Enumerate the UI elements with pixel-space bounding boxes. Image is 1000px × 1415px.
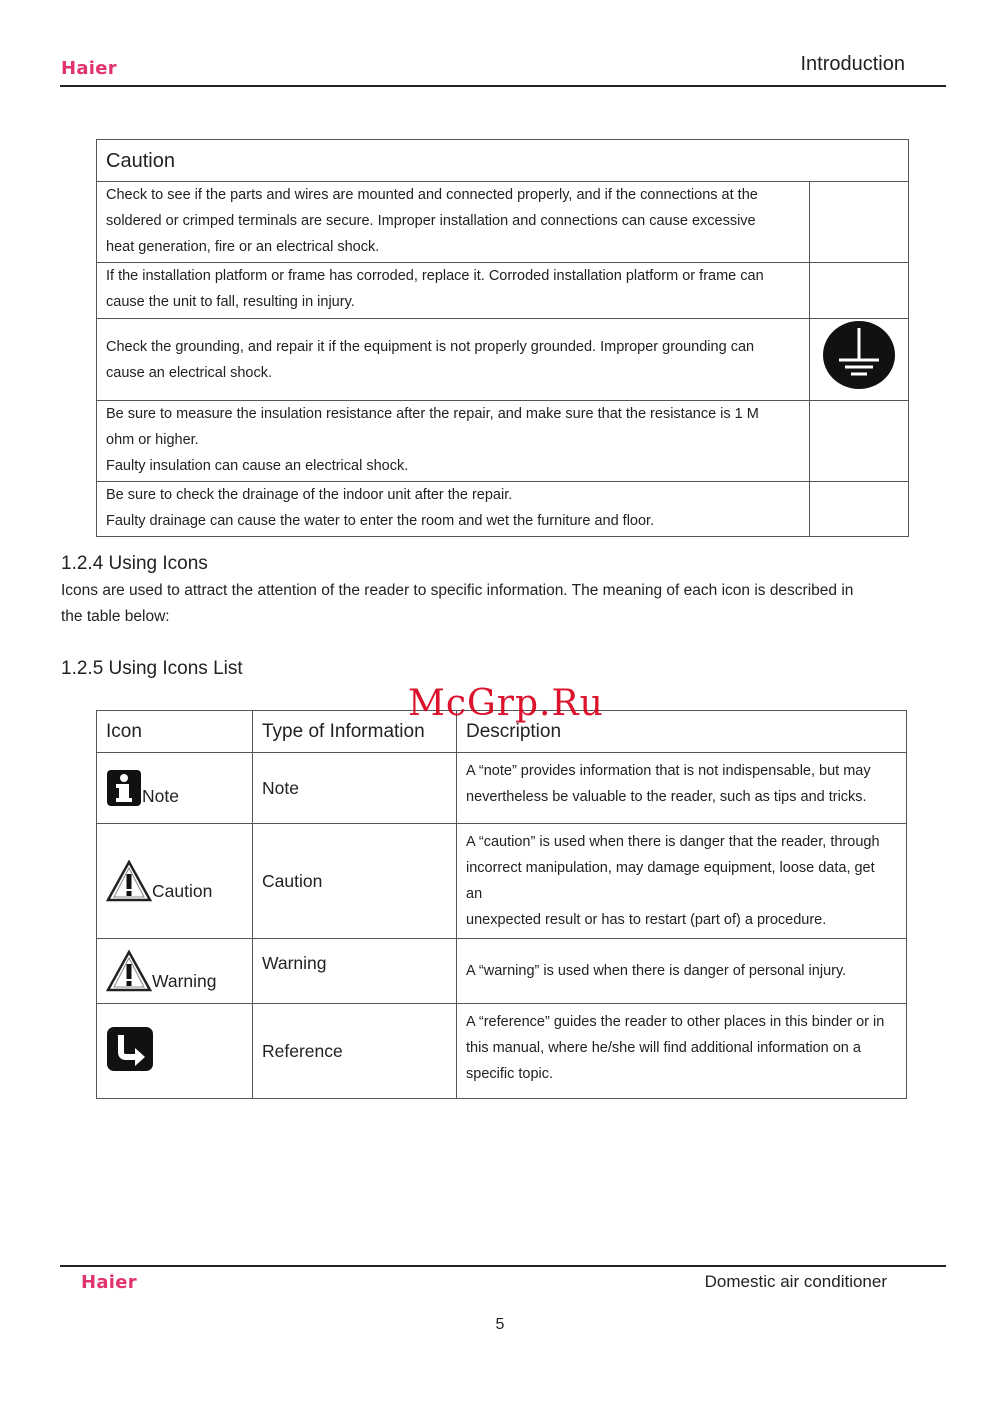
caution-icon-cell — [810, 401, 909, 482]
caution-text: Check the grounding, and repair it if the equipment is not properly grounded. Improper grounding can cause an electrical shock. — [97, 319, 810, 401]
column-header-type: Type of Information — [253, 711, 457, 753]
section-heading-icons-list: 1.2.5 Using Icons List — [61, 658, 243, 679]
table-row — [97, 182, 909, 263]
caution-text: Be sure to measure the insulation resistance after the repair, and make sure that the resistance is 1 M ohm or higher. Faulty insulation can cause an electrical shock. — [97, 401, 810, 482]
header-rule — [60, 85, 946, 87]
description-cell: A “note” provides information that is not indispensable, but may nevertheless be valuable to the reader, such as tips and tricks. — [457, 753, 907, 824]
reference-arrow-icon — [106, 1026, 154, 1072]
type-cell: Caution — [253, 824, 457, 939]
footer-title: Domestic air conditioner — [704, 1272, 887, 1291]
table-row — [97, 401, 909, 482]
caution-table-title: Caution — [97, 140, 909, 182]
header-section-title: Introduction — [800, 53, 905, 75]
icon-cell — [97, 824, 253, 939]
description-cell: A “warning” is used when there is danger of personal injury. — [457, 939, 907, 1004]
table-row — [97, 1004, 907, 1099]
watermark: McGrp.Ru — [408, 683, 604, 724]
type-cell: Note — [253, 753, 457, 824]
table-row — [97, 753, 907, 824]
icon-label: Note — [142, 786, 179, 806]
caution-icon-cell — [810, 319, 909, 401]
icon-label: Caution — [152, 881, 213, 901]
description-cell: A “caution” is used when there is danger that the reader, through incorrect manipulation, may damage equipment, loose data, get an unexpected result or has to restart (part of) a procedure. — [457, 824, 907, 939]
caution-table — [96, 139, 909, 537]
type-cell: Reference — [253, 1004, 457, 1099]
caution-icon-cell — [810, 263, 909, 319]
table-row — [97, 824, 907, 939]
icon-cell — [97, 1004, 253, 1099]
haier-logo: Haier — [61, 58, 117, 79]
caution-icon-cell — [810, 482, 909, 537]
caution-triangle-icon — [106, 860, 152, 902]
ground-icon — [822, 320, 896, 390]
caution-text: If the installation platform or frame has corroded, replace it. Corroded installation platform or frame can cause the unit to fall, resulting in injury. — [97, 263, 810, 319]
section-paragraph: Icons are used to attract the attention of the reader to specific information. The meaning of each icon is described in the table below: — [61, 582, 854, 625]
haier-logo-footer: Haier — [81, 1272, 137, 1293]
caution-text: Check to see if the parts and wires are mounted and connected properly, and if the connections at the soldered or crimped terminals are secure. Improper installation and connections can cause excessive heat generation, fire or an electrical shock. — [97, 182, 810, 263]
warning-triangle-icon — [106, 950, 152, 992]
icons-table — [96, 710, 907, 1099]
info-icon — [106, 769, 142, 807]
page-number: 5 — [495, 1316, 505, 1333]
description-cell: A “reference” guides the reader to other places in this binder or in this manual, where he/she will find additional information on a specific topic. — [457, 1004, 907, 1099]
icon-cell — [97, 939, 253, 1004]
table-row — [97, 939, 907, 1004]
icon-label: Warning — [152, 971, 217, 991]
footer-rule — [60, 1265, 946, 1267]
table-row — [97, 482, 909, 537]
icon-cell — [97, 753, 253, 824]
column-header-icon: Icon — [97, 711, 253, 753]
caution-icon-cell — [810, 182, 909, 263]
caution-text: Be sure to check the drainage of the indoor unit after the repair. Faulty drainage can cause the water to enter the room and wet the furniture and floor. — [97, 482, 810, 537]
type-cell: Warning — [253, 939, 457, 1004]
section-heading-using-icons: 1.2.4 Using Icons — [61, 553, 208, 574]
table-row — [97, 319, 909, 401]
column-header-description: Description — [457, 711, 907, 753]
table-row — [97, 263, 909, 319]
